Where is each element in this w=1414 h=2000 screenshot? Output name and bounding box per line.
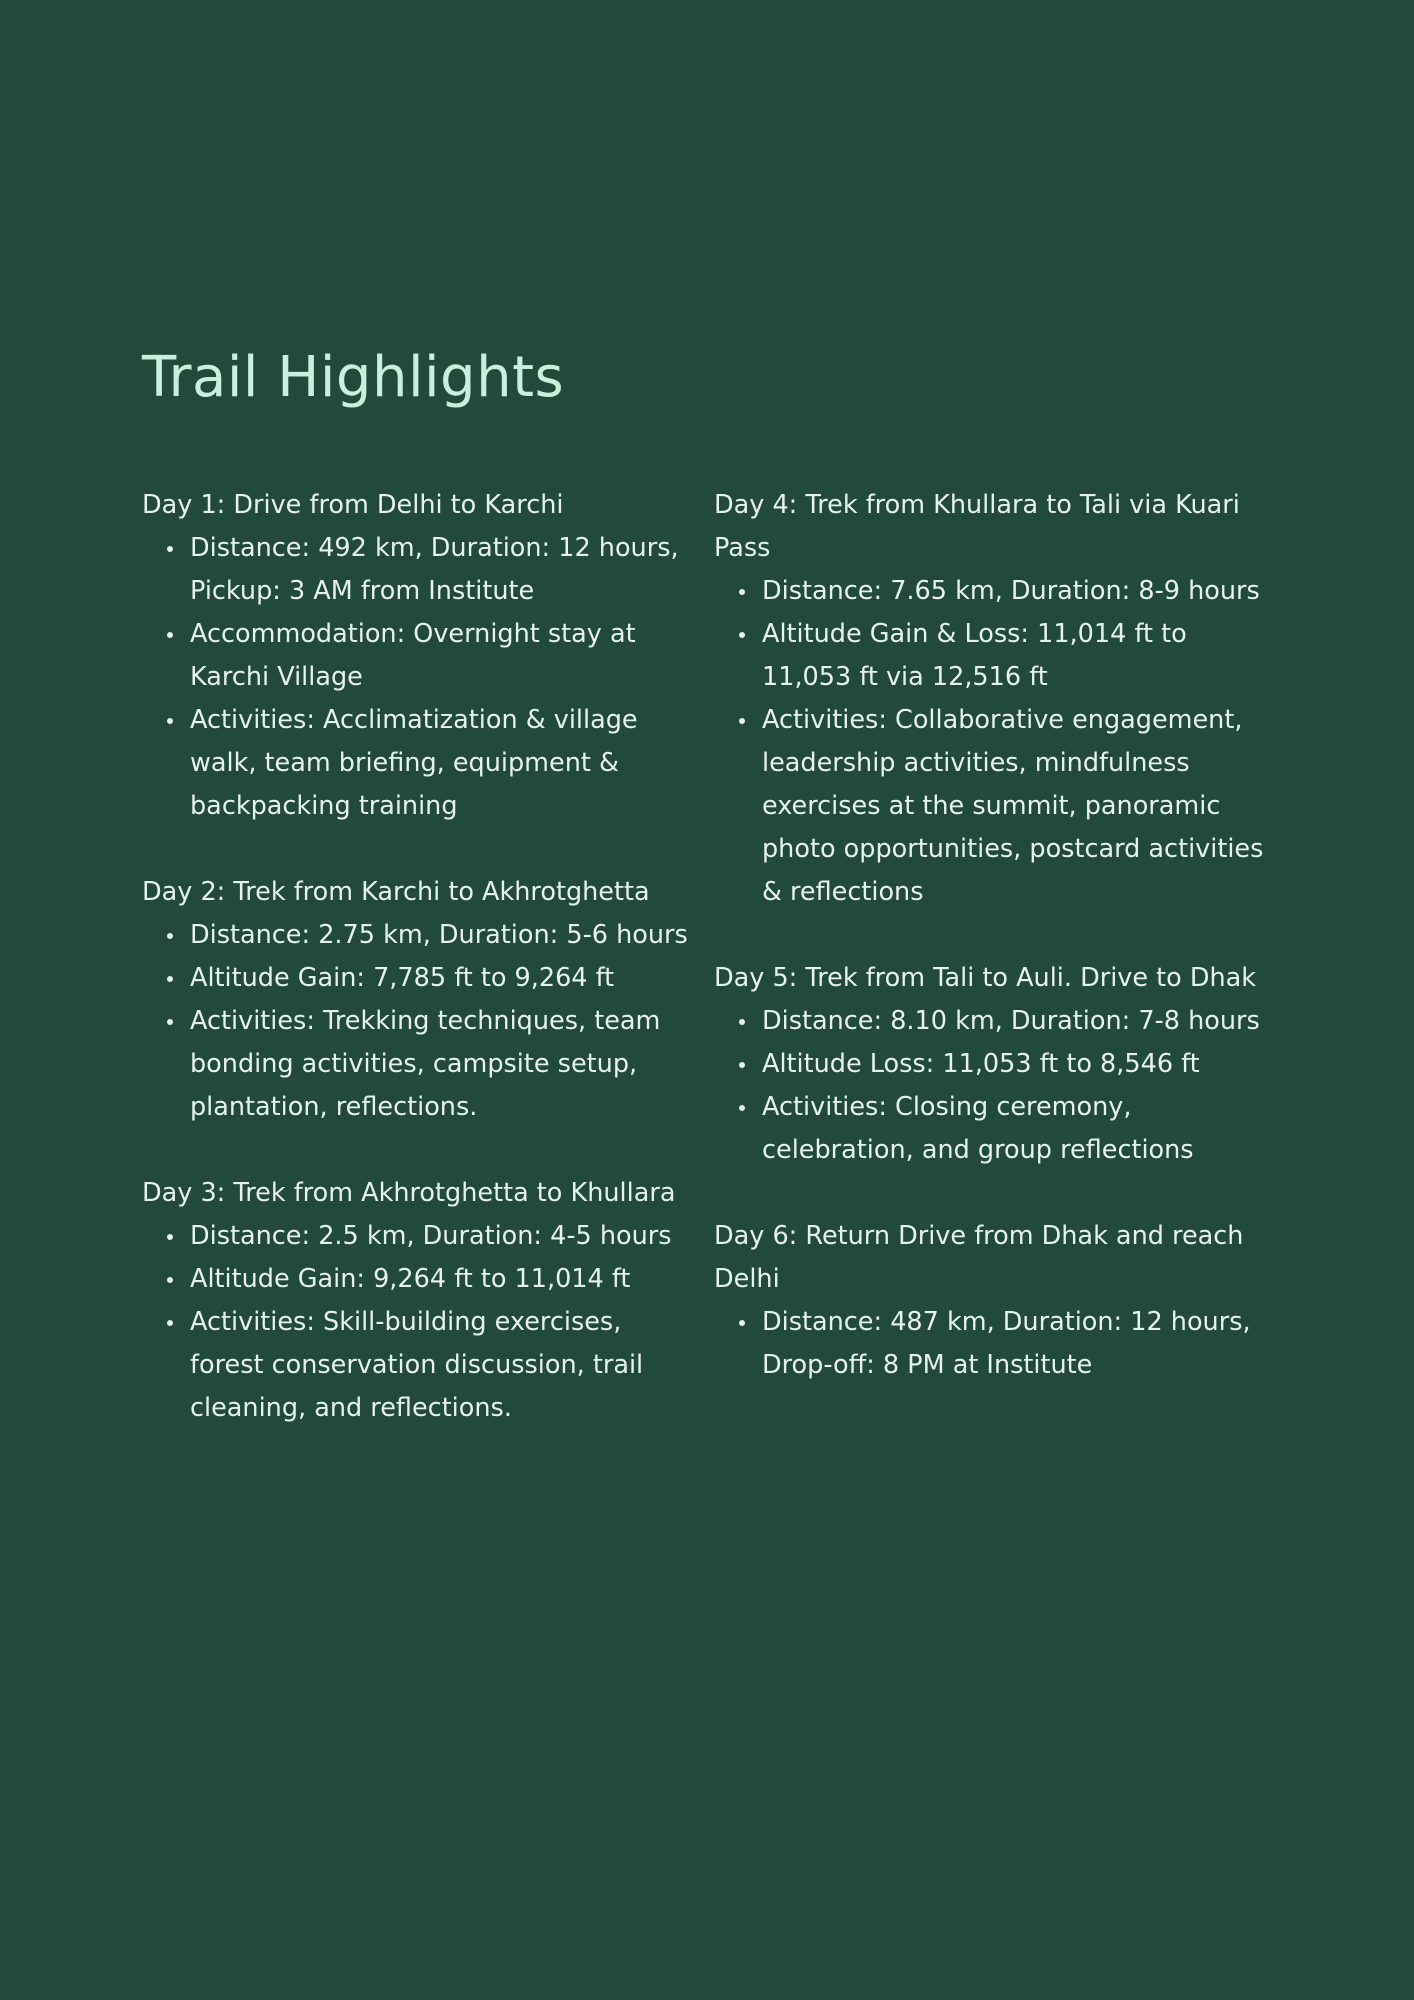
- day-detail-item: Distance: 492 km, Duration: 12 hours, Pickup: 3 AM from Institute: [190, 527, 697, 613]
- day-details-list: [142, 527, 697, 828]
- day-detail-item: Altitude Loss: 11,053 ft to 8,546 ft: [762, 1043, 1274, 1086]
- page-title: Trail Highlights: [142, 345, 565, 410]
- itinerary-column-right: [714, 484, 1274, 1430]
- day-details-list: [142, 914, 697, 1129]
- day-detail-item: Altitude Gain: 7,785 ft to 9,264 ft: [190, 957, 697, 1000]
- day-detail-item: Activities: Collaborative engagement, leadership activities, mindfulness exercises at the summit, panoramic photo opportunities, postcard activities & reflections: [762, 699, 1274, 914]
- day-details-list: [714, 1000, 1274, 1172]
- day-detail-item: Accommodation: Overnight stay at Karchi Village: [190, 613, 697, 699]
- day-detail-item: Distance: 487 km, Duration: 12 hours, Drop-off: 8 PM at Institute: [762, 1301, 1274, 1387]
- day-details-list: [714, 570, 1274, 914]
- day-details-list: [142, 1215, 697, 1430]
- day-detail-item: Activities: Acclimatization & village walk, team briefing, equipment & backpacking training: [190, 699, 697, 828]
- day-detail-item: Distance: 2.5 km, Duration: 4-5 hours: [190, 1215, 697, 1258]
- day-3-section: [142, 1172, 697, 1430]
- day-4-section: [714, 484, 1274, 914]
- day-5-section: [714, 957, 1274, 1172]
- day-detail-item: Distance: 2.75 km, Duration: 5-6 hours: [190, 914, 697, 957]
- day-detail-item: Activities: Closing ceremony, celebration, and group reflections: [762, 1086, 1274, 1172]
- day-detail-item: Activities: Trekking techniques, team bonding activities, campsite setup, plantation, reflections.: [190, 1000, 697, 1129]
- day-heading: Day 4: Trek from Khullara to Tali via Kuari Pass: [714, 490, 1240, 563]
- day-details-list: [714, 1301, 1274, 1387]
- day-detail-item: Activities: Skill-building exercises, forest conservation discussion, trail cleaning, and reflections.: [190, 1301, 697, 1430]
- day-2-section: [142, 871, 697, 1129]
- day-heading: Day 2: Trek from Karchi to Akhrotghetta: [142, 877, 650, 907]
- day-heading: Day 6: Return Drive from Dhak and reach Delhi: [714, 1221, 1244, 1294]
- day-detail-item: Distance: 8.10 km, Duration: 7-8 hours: [762, 1000, 1274, 1043]
- day-heading: Day 3: Trek from Akhrotghetta to Khullara: [142, 1178, 676, 1208]
- day-detail-item: Altitude Gain & Loss: 11,014 ft to 11,053 ft via 12,516 ft: [762, 613, 1274, 699]
- day-6-section: [714, 1215, 1274, 1387]
- day-detail-item: Distance: 7.65 km, Duration: 8-9 hours: [762, 570, 1274, 613]
- day-heading: Day 5: Trek from Tali to Auli. Drive to Dhak: [714, 963, 1257, 993]
- day-1-section: [142, 484, 697, 828]
- day-detail-item: Altitude Gain: 9,264 ft to 11,014 ft: [190, 1258, 697, 1301]
- day-heading: Day 1: Drive from Delhi to Karchi: [142, 490, 564, 520]
- itinerary-column-left: [142, 484, 697, 1473]
